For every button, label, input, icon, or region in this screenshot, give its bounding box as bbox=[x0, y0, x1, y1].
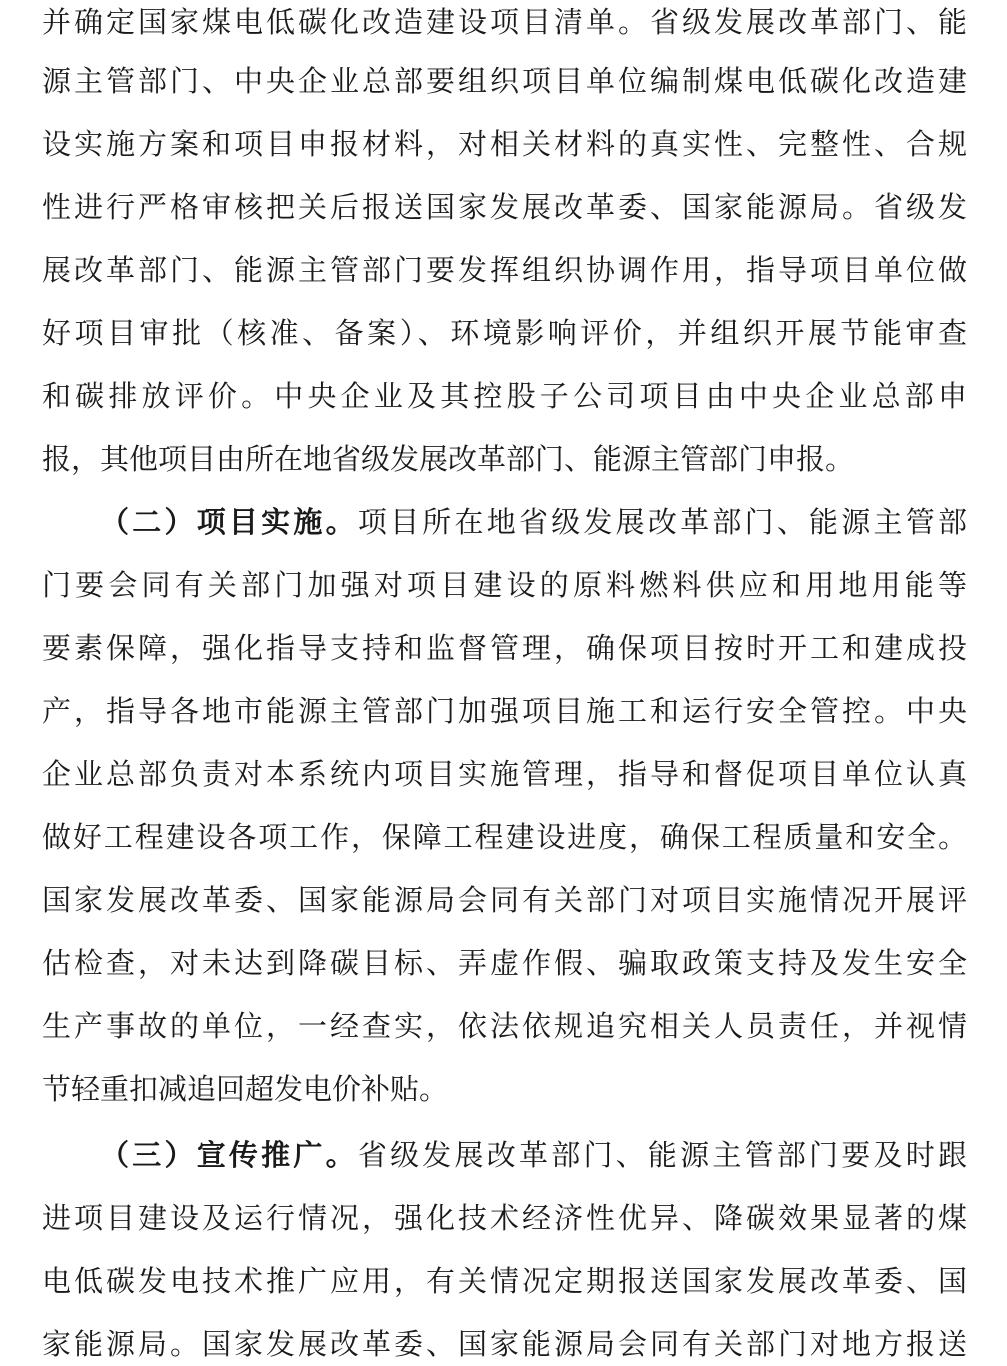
text-line: 生产事故的单位，一经查实，依法依规追究相关人员责任，并视情 bbox=[42, 1009, 967, 1043]
section-3-first-line bbox=[100, 1133, 967, 1177]
section-3-heading: （三）宣传推广。 bbox=[100, 1138, 358, 1172]
text-line: 产，指导各地市能源主管部门加强项目施工和运行安全管控。中央 bbox=[42, 694, 967, 728]
text-line: 家能源局。国家发展改革委、国家能源局会同有关部门对地方报送 bbox=[42, 1327, 967, 1361]
text-line: 节轻重扣减追回超发电价补贴。 bbox=[42, 1072, 449, 1106]
section-2-heading: （二）项目实施。 bbox=[100, 505, 358, 539]
text-line: 企业总部负责对本系统内项目实施管理，指导和督促项目单位认真 bbox=[42, 757, 967, 791]
text-line: 国家发展改革委、国家能源局会同有关部门对项目实施情况开展评 bbox=[42, 883, 967, 917]
text-line: 要素保障，强化指导支持和监督管理，确保项目按时开工和建成投 bbox=[42, 631, 967, 665]
text-line: 并确定国家煤电低碳化改造建设项目清单。省级发展改革部门、能 bbox=[42, 5, 967, 39]
text-line: 电低碳发电技术推广应用，有关情况定期报送国家发展改革委、国 bbox=[42, 1264, 967, 1298]
text-line: 展改革部门、能源主管部门要发挥组织协调作用，指导项目单位做 bbox=[42, 253, 967, 287]
text-line: 门要会同有关部门加强对项目建设的原料燃料供应和用地用能等 bbox=[42, 568, 967, 602]
text-line: 好项目审批（核准、备案）、环境影响评价，并组织开展节能审查 bbox=[42, 316, 967, 350]
section-3-first-line-text: 省级发展改革部门、能源主管部门要及时跟 bbox=[357, 1138, 967, 1172]
text-line: 进项目建设及运行情况，强化技术经济性优异、降碳效果显著的煤 bbox=[42, 1201, 967, 1235]
section-2-first-line bbox=[100, 500, 967, 544]
text-line: 设实施方案和项目申报材料，对相关材料的真实性、完整性、合规 bbox=[42, 127, 967, 161]
section-2-first-line-text: 项目所在地省级发展改革部门、能源主管部 bbox=[357, 505, 967, 539]
text-line: 估检查，对未达到降碳目标、弄虚作假、骗取政策支持及发生安全 bbox=[42, 946, 967, 980]
text-line: 报，其他项目由所在地省级发展改革部门、能源主管部门申报。 bbox=[42, 442, 855, 476]
text-line: 性进行严格审核把关后报送国家发展改革委、国家能源局。省级发 bbox=[42, 190, 967, 224]
text-line: 源主管部门、中央企业总部要组织项目单位编制煤电低碳化改造建 bbox=[42, 64, 967, 98]
text-line: 和碳排放评价。中央企业及其控股子公司项目由中央企业总部申 bbox=[42, 379, 967, 413]
text-line: 做好工程建设各项工作，保障工程建设进度，确保工程质量和安全。 bbox=[42, 820, 967, 854]
